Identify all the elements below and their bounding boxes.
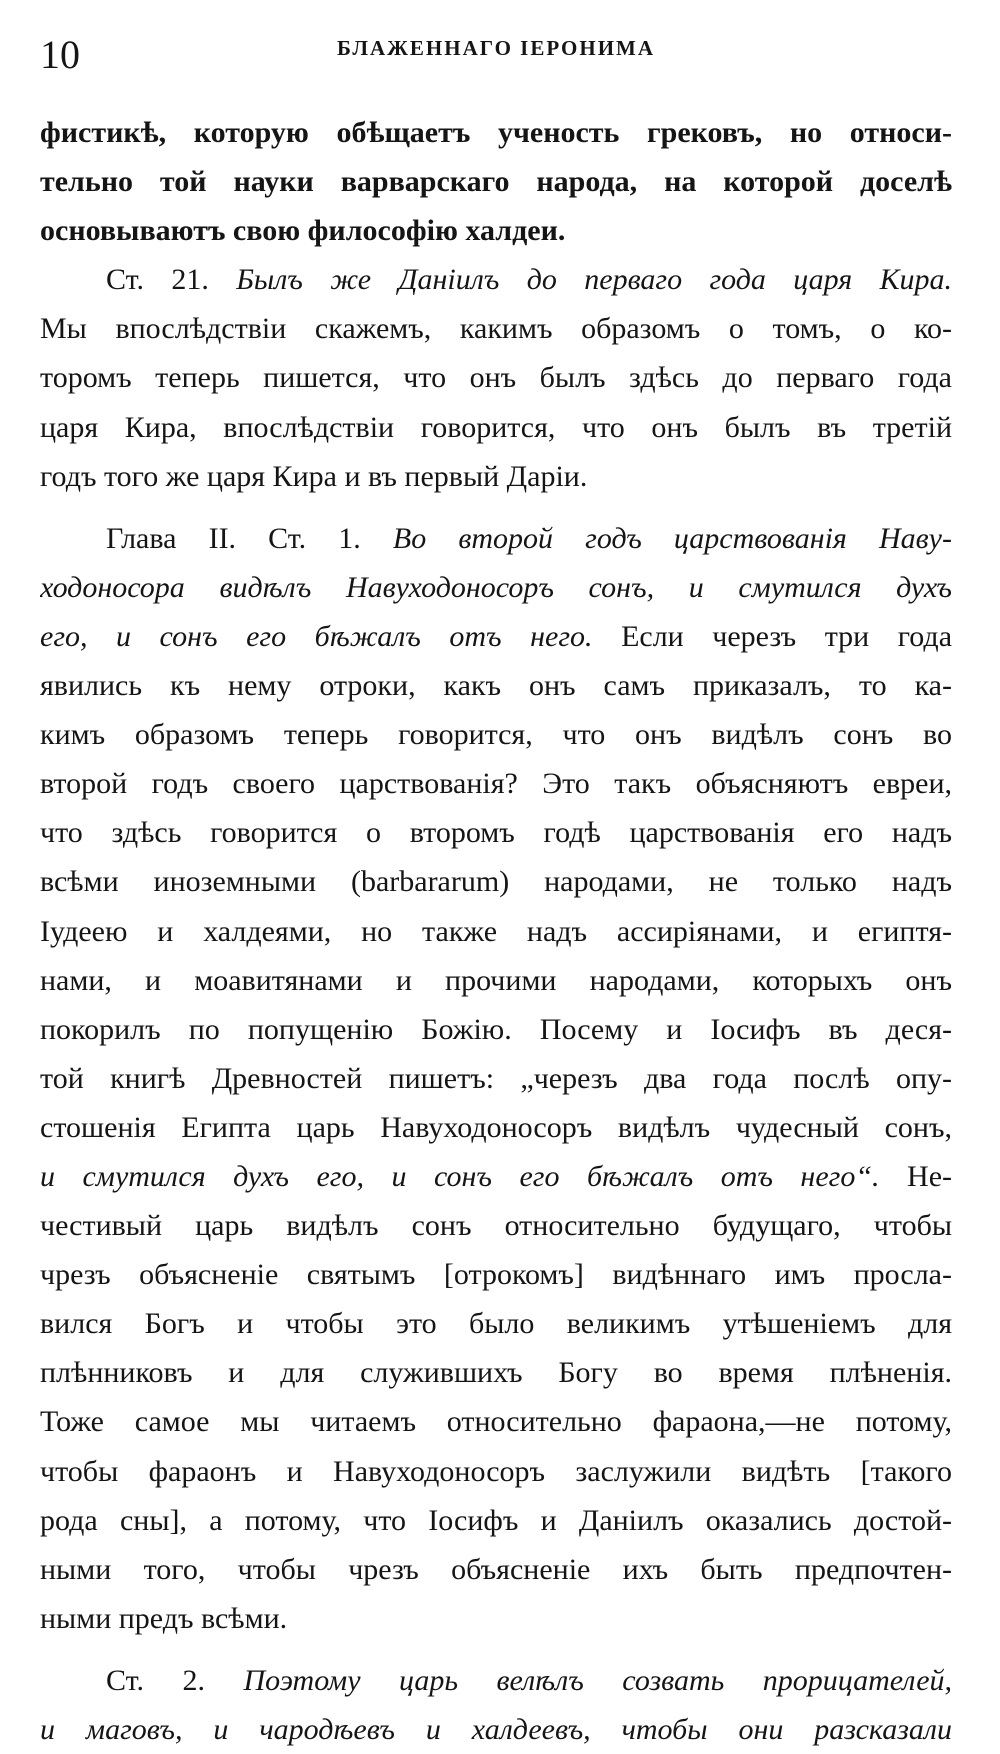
text-line: годъ того же царя Кира и въ первый Даріи. (40, 459, 588, 493)
page-header (40, 30, 952, 86)
text-line (40, 255, 952, 304)
text-line: Мы впослѣдствіи скажемъ, какимъ образомъ о томъ, о ко- (40, 312, 952, 346)
text-line: ными того, чтобы чрезъ объясненіе ихъ быть предпочтен- (40, 1552, 952, 1586)
verse-reference: Ст. 21. (106, 263, 209, 297)
text-line: торомъ теперь пишется, что онъ былъ здѣсь до перваго года (40, 361, 952, 395)
scripture-quote: Поэтому царь велѣлъ созвать прорицателей, (243, 1663, 952, 1697)
paragraph-1 (40, 108, 952, 255)
paragraph-gap (40, 1643, 952, 1656)
scripture-quote: его, и сонъ его бѣжалъ отъ него. (40, 619, 593, 653)
text-line: второй годъ своего царствованія? Это такъ объясняютъ евреи, (40, 767, 952, 801)
text-line: стошенія Египта царь Навуходоносоръ видѣлъ чудесный сонъ, (40, 1110, 952, 1144)
text-line: чтобы фараонъ и Навуходоносоръ заслужили видѣть [такого (40, 1454, 952, 1488)
text-line: рода сны], а потому, что Іосифъ и Даніилъ оказались достой- (40, 1503, 952, 1537)
text-line: тельно той науки варварскаго народа, на которой доселѣ (40, 165, 952, 199)
text-line: Тоже самое мы читаемъ относительно фараона,—не потому, (40, 1405, 952, 1439)
verse-reference: Ст. 2. (106, 1663, 205, 1697)
text-line: покорилъ по попущенію Божію. Посему и Іосифъ въ деся- (40, 1012, 952, 1046)
text-line (40, 612, 952, 661)
text-line: плѣнниковъ и для служившихъ Богу во время плѣненія. (40, 1356, 952, 1390)
text-line: что здѣсь говорится о второмъ годѣ царствованія его надъ (40, 816, 952, 850)
text-line: кимъ образомъ теперь говорится, что онъ видѣлъ сонъ во (40, 718, 952, 752)
text-line: явились къ нему отроки, какъ онъ самъ приказалъ, то ка- (40, 669, 952, 703)
text-line: ными предъ всѣми. (40, 1601, 288, 1635)
scripture-quote-line: и маговъ, и чародѣевъ и халдеевъ, чтобы они разсказали (40, 1713, 952, 1746)
running-title: БЛАЖЕННАГО ІЕРОНИМА (336, 36, 656, 60)
text-line: всѣми иноземными (barbararum) народами, не только надъ (40, 865, 952, 899)
scripture-quote: Во второй годъ царствованія Наву- (392, 521, 952, 555)
text-line: основываютъ свою философію халдеи. (40, 214, 566, 248)
text-line (40, 1152, 952, 1201)
chapter-reference: Глава II. Ст. 1. (106, 521, 361, 555)
text-line: фистикѣ, которую обѣщаетъ ученость грековъ, но относи- (40, 116, 952, 149)
text-line (40, 1656, 952, 1705)
paragraph-chapter-2-verse-1 (40, 514, 952, 1643)
page-number: 10 (40, 32, 80, 77)
text-line: Іудеею и халдеями, но также надъ ассиріянами, и египтя- (40, 914, 952, 948)
text-line: честивый царь видѣлъ сонъ относительно будущаго, чтобы (40, 1209, 952, 1243)
paragraph-gap (40, 501, 952, 514)
text-line: нами, и моавитянами и прочими народами, которыхъ онъ (40, 963, 952, 997)
scripture-quote: Былъ же Даніилъ до перваго года царя Кира. (236, 263, 952, 297)
text-line (40, 514, 952, 563)
text-line: той книгѣ Древностей пишетъ: „черезъ два года послѣ опу- (40, 1061, 952, 1095)
book-page (40, 30, 952, 1754)
commentary-text: Не- (907, 1159, 952, 1193)
scripture-quote-line: ходоносора видѣлъ Навуходоносоръ сонъ, и смутился духъ (40, 570, 952, 604)
text-line: царя Кира, впослѣдствіи говорится, что онъ былъ въ третій (40, 410, 952, 444)
commentary-text: Если черезъ три года (621, 619, 952, 653)
paragraph-verse-21 (40, 255, 952, 500)
scripture-quote: и смутился духъ его, и сонъ его бѣжалъ отъ него“. (40, 1159, 880, 1193)
text-line: чрезъ объясненіе святымъ [отрокомъ] видѣннаго имъ просла- (40, 1258, 952, 1292)
paragraph-verse-2 (40, 1656, 952, 1754)
text-line: вился Богъ и чтобы это было великимъ утѣшеніемъ для (40, 1307, 952, 1341)
